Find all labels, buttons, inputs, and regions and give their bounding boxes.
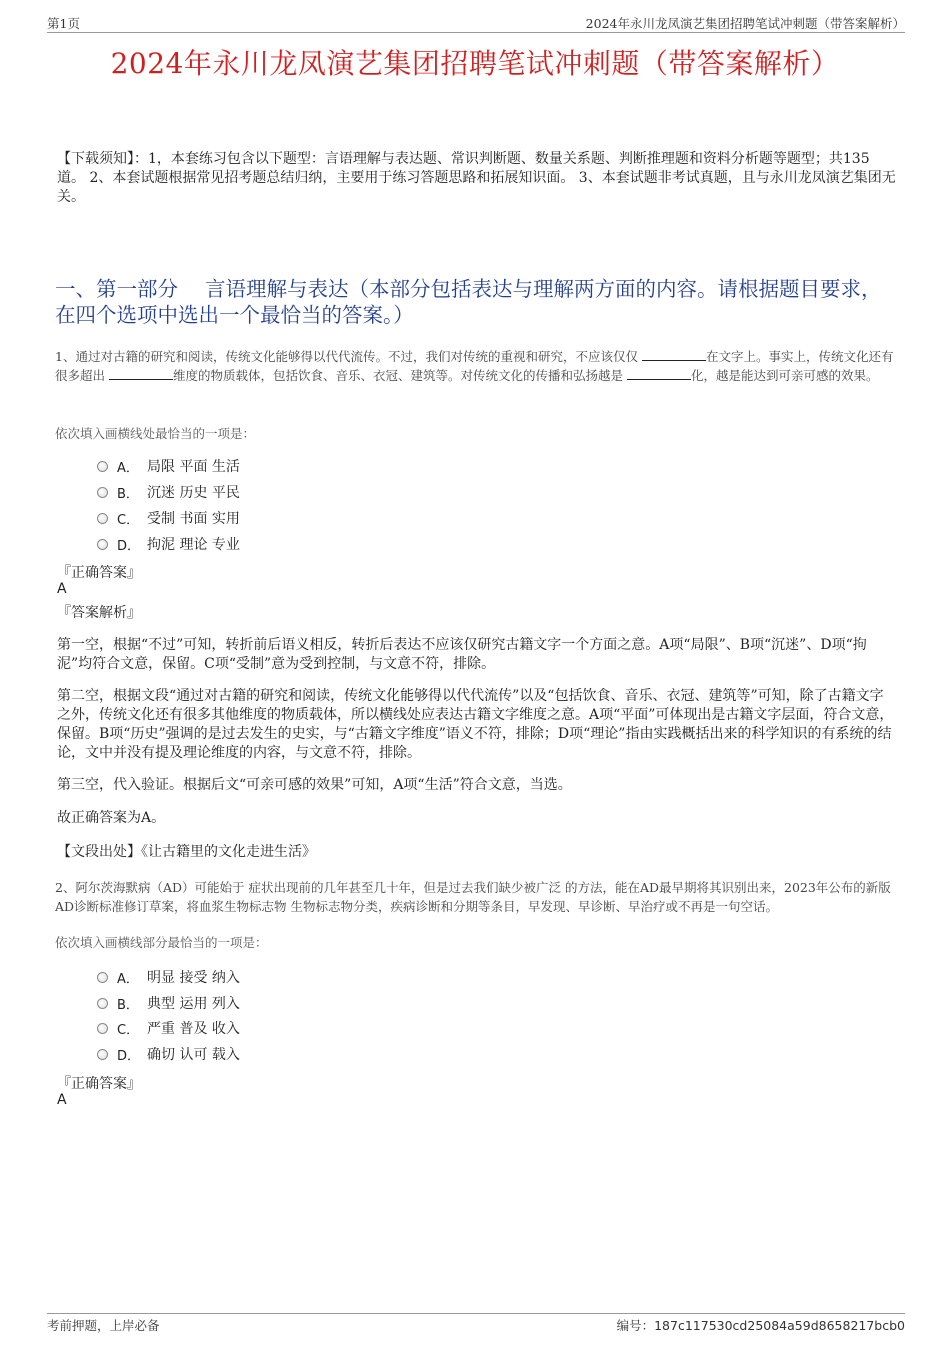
q2-answer: A: [57, 1092, 67, 1108]
option-text: 受制 书面 实用: [147, 511, 240, 527]
analysis-paragraph-1: 第一空，根据“不过”可知，转折前后语义相反，转折后表达不应该仅研究古籍文字一个方面之意。A项“局限”、B项“沉迷”、D项“拘泥”均符合文意，保留。C项“受制”意为受到控制，与文意不符，排除。: [57, 637, 867, 672]
option-letter: C．: [117, 1022, 140, 1038]
option-text: 明显 接受 纳入: [147, 970, 240, 986]
option-letter: A．: [117, 971, 139, 987]
option-text: 严重 普及 收入: [147, 1021, 240, 1037]
option-letter: A．: [117, 460, 139, 476]
footer-slogan: 考前押题，上岸必备: [47, 1318, 160, 1333]
document-code: [617, 1316, 905, 1334]
radio-icon[interactable]: [97, 998, 108, 1009]
option-letter: B．: [117, 997, 139, 1013]
q1-analysis-label: 『答案解析』: [57, 605, 141, 621]
q1-answer: A: [57, 581, 67, 597]
stem-part: 化，越是能达到可亲可感的效果。: [690, 368, 879, 383]
option-text: 沉迷 历史 平民: [147, 485, 240, 501]
stem-part: 1、通过对古籍的研究和阅读，传统文化能够得以代代流传。不过，我们对传统的重视和研究，不应该仅仅: [55, 349, 642, 364]
passage-source: 【文段出处】《让古籍里的文化走进生活》: [57, 844, 316, 860]
radio-icon[interactable]: [97, 461, 108, 472]
analysis-paragraph-2: 第二空，根据文段“通过对古籍的研究和阅读，传统文化能够得以代代流传”以及“包括饮食、音乐、衣冠、建筑等”可知，除了古籍文字之外，传统文化还有很多其他维度的物质载体，所以横线处应表达古籍文字维度之意。A项“平面”可体现出是古籍文字层面，符合文意，保留。B项“历史”强调的是过去发生的史实，与“古籍文字维度”语义不符，排除；D项“理论”指由实践概括出来的科学知识的有系统的结论，文中并没有提及理论维度的内容，与文意不符，排除。: [57, 688, 894, 761]
radio-icon[interactable]: [97, 513, 108, 524]
option-text: 典型 运用 列入: [147, 996, 240, 1012]
analysis-conclusion: 故正确答案为A。: [57, 810, 166, 826]
fill-blank: [627, 367, 691, 380]
q1-option-d[interactable]: [97, 534, 240, 554]
question-2-stem: 2、阿尔茨海默病（AD）可能始于 症状出现前的几年甚至几十年，但是过去我们缺少被广泛 的方法，能在AD最早期将其识别出来，2023年公布的新版AD诊断标准修订草案，将血浆生物标志物 生物标志物分类，疾病诊断和分期等条目，早发现、早诊断、早治疗或不再是一句空话。: [55, 880, 891, 914]
radio-icon[interactable]: [97, 487, 108, 498]
question-2-instruction: 依次填入画横线部分最恰当的一项是：: [55, 935, 268, 950]
q2-option-d[interactable]: [97, 1044, 240, 1064]
option-text: 拘泥 理论 专业: [147, 537, 240, 553]
stem-part: 维度的物质载体，包括饮食、音乐、衣冠、建筑等。对传统文化的传播和弘扬越是: [172, 368, 627, 383]
radio-icon[interactable]: [97, 539, 108, 550]
option-text: 确切 认可 载入: [147, 1047, 240, 1063]
question-1-stem: [55, 347, 897, 385]
radio-icon[interactable]: [97, 1023, 108, 1034]
q2-option-a[interactable]: [97, 967, 240, 987]
stem-part: 在文字上。事实上，传统文化还有很多超出: [55, 349, 894, 383]
option-letter: C．: [117, 512, 140, 528]
fill-blank: [109, 367, 173, 380]
q1-answer-label: 『正确答案』: [57, 565, 141, 581]
page-header: [47, 14, 905, 33]
option-letter: B．: [117, 486, 139, 502]
q1-option-b[interactable]: [97, 482, 240, 502]
section-heading: 一、第一部分 言语理解与表达（本部分包括表达与理解两方面的内容。请根据题目要求，在四个选项中选出一个最恰当的答案。）: [55, 277, 882, 327]
code-label: 编号：: [616, 1318, 655, 1333]
radio-icon[interactable]: [97, 1049, 108, 1060]
page-number: 第1页: [47, 16, 80, 31]
radio-icon[interactable]: [97, 972, 108, 983]
q1-option-c[interactable]: [97, 508, 240, 528]
option-letter: D．: [117, 538, 141, 554]
option-letter: D．: [117, 1048, 141, 1064]
download-notice: 【下载须知】：1，本套练习包含以下题型：言语理解与表达题、常识判断题、数量关系题、判断推理题和资料分析题等题型；共135道。 2、本套试题根据常见招考题总结归纳，主要用于练习答题思路和拓展知识面。 3、本套试题非考试真题，且与永川龙凤演艺集团无关。: [57, 151, 896, 205]
fill-blank: [642, 348, 706, 361]
page-title: 2024年永川龙凤演艺集团招聘笔试冲刺题（带答案解析）: [110, 47, 840, 80]
header-doc-title: 2024年永川龙凤演艺集团招聘笔试冲刺题（带答案解析）: [585, 16, 905, 31]
question-1-instruction: 依次填入画横线处最恰当的一项是：: [55, 426, 256, 441]
analysis-paragraph-3: 第三空，代入验证。根据后文“可亲可感的效果”可知，A项“生活”符合文意，当选。: [57, 777, 572, 793]
code-value: 187c117530cd25084a59d8658217bcb0: [654, 1318, 905, 1333]
q2-option-c[interactable]: [97, 1018, 240, 1038]
page-footer: [47, 1313, 905, 1334]
q2-option-b[interactable]: [97, 993, 240, 1013]
q1-option-a[interactable]: [97, 456, 240, 476]
option-text: 局限 平面 生活: [147, 459, 240, 475]
q2-answer-label: 『正确答案』: [57, 1076, 141, 1092]
